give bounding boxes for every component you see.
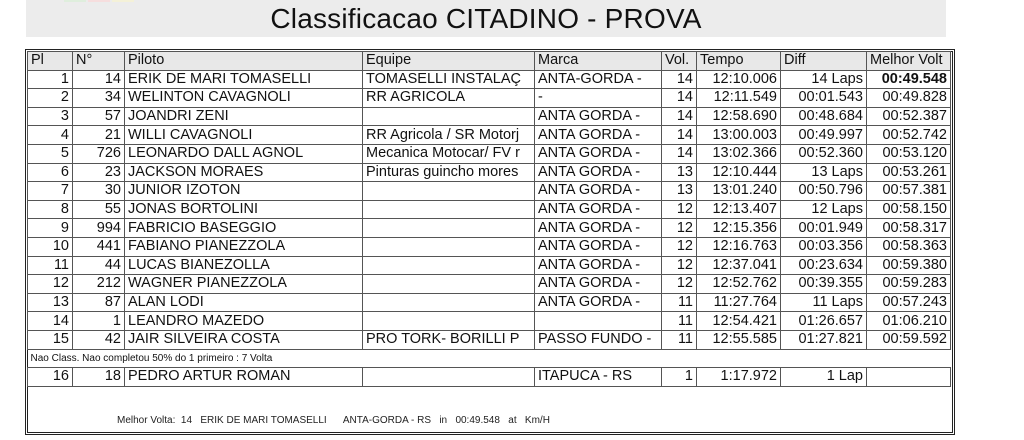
cell-city: ANTA GORDA - — [535, 293, 662, 312]
cell-position: 4 — [28, 126, 73, 145]
col-header-piloto[interactable]: Piloto — [125, 52, 363, 71]
cell-driver: WILLI CAVAGNOLI — [125, 126, 363, 145]
cell-gap: 01:26.657 — [781, 312, 867, 331]
cell-city — [535, 312, 662, 331]
cell-team — [363, 219, 535, 238]
table-row[interactable] — [28, 330, 951, 349]
cell-city: ITAPUCA - RS — [535, 368, 662, 387]
cell-team — [363, 368, 535, 387]
cell-best-lap: 00:52.387 — [867, 107, 951, 126]
not-classified-note-row — [28, 349, 951, 368]
cell-best-lap: 00:57.243 — [867, 293, 951, 312]
cell-best-lap: 00:58.363 — [867, 237, 951, 256]
cell-total-time: 1:17.972 — [697, 368, 781, 387]
cell-team: RR Agricola / SR Motorj — [363, 126, 535, 145]
table-row[interactable] — [28, 275, 951, 294]
cell-position: 1 — [28, 70, 73, 89]
cell-driver: FABRICIO BASEGGIO — [125, 219, 363, 238]
cell-total-time: 12:54.421 — [697, 312, 781, 331]
cell-total-time: 12:37.041 — [697, 256, 781, 275]
cell-gap: 00:52.360 — [781, 144, 867, 163]
table-row[interactable] — [28, 368, 951, 387]
cell-best-lap: 00:59.283 — [867, 275, 951, 294]
cell-team: Pinturas guincho mores — [363, 163, 535, 182]
cell-gap: 00:03.356 — [781, 237, 867, 256]
cell-position: 11 — [28, 256, 73, 275]
cell-driver: JONAS BORTOLINI — [125, 200, 363, 219]
cell-best-lap: 00:57.381 — [867, 182, 951, 201]
table-row[interactable] — [28, 219, 951, 238]
cell-total-time: 13:01.240 — [697, 182, 781, 201]
table-row[interactable] — [28, 256, 951, 275]
cell-laps: 11 — [662, 293, 697, 312]
cell-number: 441 — [73, 237, 125, 256]
cell-laps: 14 — [662, 126, 697, 145]
cell-gap: 00:01.543 — [781, 89, 867, 108]
cell-number: 23 — [73, 163, 125, 182]
cell-city: - — [535, 89, 662, 108]
cell-team — [363, 275, 535, 294]
cell-team — [363, 200, 535, 219]
cell-laps: 12 — [662, 275, 697, 294]
table-row[interactable] — [28, 163, 951, 182]
cell-laps: 11 — [662, 330, 697, 349]
cell-team — [363, 237, 535, 256]
cell-total-time: 11:27.764 — [697, 293, 781, 312]
cell-laps: 12 — [662, 200, 697, 219]
cell-driver: JACKSON MORAES — [125, 163, 363, 182]
cell-laps: 12 — [662, 219, 697, 238]
cell-total-time: 12:11.549 — [697, 89, 781, 108]
cell-total-time: 12:16.763 — [697, 237, 781, 256]
col-header-pl[interactable]: Pl — [28, 52, 73, 71]
table-row[interactable] — [28, 237, 951, 256]
cell-city: ANTA GORDA - — [535, 107, 662, 126]
col-header-marca[interactable]: Marca — [535, 52, 662, 71]
cell-laps: 1 — [662, 368, 697, 387]
cell-gap: 00:48.684 — [781, 107, 867, 126]
cell-driver: JUNIOR IZOTON — [125, 182, 363, 201]
cell-city: ANTA GORDA - — [535, 163, 662, 182]
results-table — [27, 51, 951, 387]
cell-driver: LEONARDO DALL AGNOL — [125, 144, 363, 163]
cell-number: 14 — [73, 70, 125, 89]
best-lap-summary: Melhor Volta: 14 ERIK DE MARI TOMASELLI ANTA-GORDA - RS in 00:49.548 at Km/H — [117, 415, 550, 426]
cell-city: PASSO FUNDO - — [535, 330, 662, 349]
cell-laps: 14 — [662, 107, 697, 126]
cell-city: ANTA GORDA - — [535, 200, 662, 219]
cell-number: 212 — [73, 275, 125, 294]
cell-laps: 13 — [662, 163, 697, 182]
cell-city: ANTA GORDA - — [535, 182, 662, 201]
cell-position: 3 — [28, 107, 73, 126]
cell-number: 55 — [73, 200, 125, 219]
cell-team: Mecanica Motocar/ FV r — [363, 144, 535, 163]
cell-position: 13 — [28, 293, 73, 312]
cell-number: 44 — [73, 256, 125, 275]
cell-team: RR AGRICOLA — [363, 89, 535, 108]
cell-total-time: 12:58.690 — [697, 107, 781, 126]
table-row[interactable] — [28, 312, 951, 331]
cell-gap: 12 Laps — [781, 200, 867, 219]
cell-best-lap: 00:52.742 — [867, 126, 951, 145]
cell-number: 726 — [73, 144, 125, 163]
cell-position: 5 — [28, 144, 73, 163]
cell-team — [363, 182, 535, 201]
cell-driver: PEDRO ARTUR ROMAN — [125, 368, 363, 387]
cell-total-time: 12:10.444 — [697, 163, 781, 182]
cell-city: ANTA GORDA - — [535, 219, 662, 238]
cell-gap: 11 Laps — [781, 293, 867, 312]
cell-position: 6 — [28, 163, 73, 182]
table-row[interactable] — [28, 200, 951, 219]
cell-team — [363, 107, 535, 126]
cell-position: 15 — [28, 330, 73, 349]
cell-laps: 14 — [662, 144, 697, 163]
not-classified-note: Nao Class. Nao completou 50% do 1 primeiro : 7 Volta — [30, 352, 273, 364]
col-header-number[interactable]: N° — [73, 52, 125, 71]
cell-laps: 14 — [662, 89, 697, 108]
cell-best-lap: 00:53.120 — [867, 144, 951, 163]
cell-driver: JAIR SILVEIRA COSTA — [125, 330, 363, 349]
table-row[interactable] — [28, 70, 951, 89]
cell-driver: ERIK DE MARI TOMASELLI — [125, 70, 363, 89]
cell-number: 42 — [73, 330, 125, 349]
cell-laps: 14 — [662, 70, 697, 89]
cell-best-lap: 00:58.150 — [867, 200, 951, 219]
cell-team — [363, 256, 535, 275]
cell-position: 14 — [28, 312, 73, 331]
cell-best-lap: 01:06.210 — [867, 312, 951, 331]
cell-city: ANTA GORDA - — [535, 237, 662, 256]
cell-gap: 14 Laps — [781, 70, 867, 89]
col-header-voltas[interactable]: Vol. — [662, 52, 697, 71]
col-header-equipe[interactable]: Equipe — [363, 52, 535, 71]
cell-driver: FABIANO PIANEZZOLA — [125, 237, 363, 256]
cell-number: 18 — [73, 368, 125, 387]
cell-position: 16 — [28, 368, 73, 387]
cell-team — [363, 312, 535, 331]
cell-total-time: 13:00.003 — [697, 126, 781, 145]
cell-gap: 01:27.821 — [781, 330, 867, 349]
page-title: Classificacao CITADINO - PROVA — [270, 3, 702, 34]
cell-position: 7 — [28, 182, 73, 201]
cell-driver: LEANDRO MAZEDO — [125, 312, 363, 331]
table-row[interactable] — [28, 182, 951, 201]
cell-city: ANTA GORDA - — [535, 256, 662, 275]
cell-position: 9 — [28, 219, 73, 238]
cell-total-time: 12:13.407 — [697, 200, 781, 219]
cell-position: 2 — [28, 89, 73, 108]
cell-city: ANTA GORDA - — [535, 144, 662, 163]
cell-driver: JOANDRI ZENI — [125, 107, 363, 126]
cell-position: 10 — [28, 237, 73, 256]
cell-gap: 00:23.634 — [781, 256, 867, 275]
cell-laps: 12 — [662, 256, 697, 275]
cell-gap: 00:50.796 — [781, 182, 867, 201]
col-header-tempo[interactable]: Tempo — [697, 52, 781, 71]
cell-driver: WAGNER PIANEZZOLA — [125, 275, 363, 294]
cell-position: 12 — [28, 275, 73, 294]
col-header-melhor-volta[interactable]: Melhor Volt — [867, 52, 951, 71]
cell-number: 34 — [73, 89, 125, 108]
cell-number: 21 — [73, 126, 125, 145]
cell-total-time: 13:02.366 — [697, 144, 781, 163]
cell-number: 1 — [73, 312, 125, 331]
cell-laps: 12 — [662, 237, 697, 256]
cell-best-lap: 00:58.317 — [867, 219, 951, 238]
cell-best-lap: 00:49.548 — [867, 70, 951, 89]
cell-laps: 13 — [662, 182, 697, 201]
cell-total-time: 12:55.585 — [697, 330, 781, 349]
table-row[interactable] — [28, 107, 951, 126]
cell-best-lap — [867, 368, 951, 387]
cell-driver: WELINTON CAVAGNOLI — [125, 89, 363, 108]
cell-gap: 1 Lap — [781, 368, 867, 387]
table-row[interactable] — [28, 126, 951, 145]
cell-best-lap: 00:59.592 — [867, 330, 951, 349]
cell-gap: 13 Laps — [781, 163, 867, 182]
cell-total-time: 12:15.356 — [697, 219, 781, 238]
cell-gap: 00:01.949 — [781, 219, 867, 238]
cell-gap: 00:39.355 — [781, 275, 867, 294]
table-header-row — [28, 52, 951, 71]
cell-city: ANTA GORDA - — [535, 275, 662, 294]
cell-driver: LUCAS BIANEZOLLA — [125, 256, 363, 275]
col-header-diff[interactable]: Diff — [781, 52, 867, 71]
cell-position: 8 — [28, 200, 73, 219]
cell-number: 57 — [73, 107, 125, 126]
cell-gap: 00:49.997 — [781, 126, 867, 145]
cell-number: 87 — [73, 293, 125, 312]
cell-best-lap: 00:49.828 — [867, 89, 951, 108]
cell-best-lap: 00:53.261 — [867, 163, 951, 182]
cell-total-time: 12:10.006 — [697, 70, 781, 89]
cell-driver: ALAN LODI — [125, 293, 363, 312]
cell-team: TOMASELLI INSTALAÇ — [363, 70, 535, 89]
cell-team — [363, 293, 535, 312]
table-row[interactable] — [28, 89, 951, 108]
cell-number: 994 — [73, 219, 125, 238]
cell-laps: 11 — [662, 312, 697, 331]
cell-number: 30 — [73, 182, 125, 201]
table-row[interactable] — [28, 144, 951, 163]
cell-team: PRO TORK- BORILLI P — [363, 330, 535, 349]
cell-city: ANTA GORDA - — [535, 126, 662, 145]
cell-total-time: 12:52.762 — [697, 275, 781, 294]
cell-best-lap: 00:59.380 — [867, 256, 951, 275]
cell-city: ANTA-GORDA - — [535, 70, 662, 89]
table-row[interactable] — [28, 293, 951, 312]
